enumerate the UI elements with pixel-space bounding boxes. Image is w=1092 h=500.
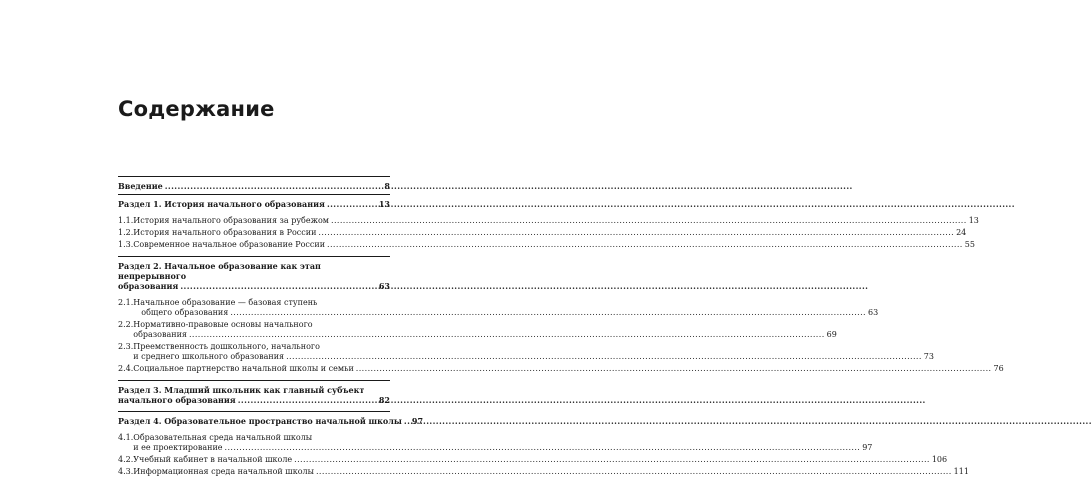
- toc-section-title-line1: Раздел 2. Начальное образование как этап непрерывного: [118, 261, 321, 281]
- toc-subitem: [118, 240, 975, 250]
- toc-page-number: 13: [378, 199, 390, 209]
- toc-subitem-title-line1: Образовательная среда начальной школы: [133, 433, 313, 442]
- toc-section-title-line1: Раздел 3. Младший школьник как главный субъект: [118, 385, 365, 395]
- toc-section-title-line2: начального образования: [118, 395, 236, 405]
- toc-page-number: 69: [826, 330, 837, 339]
- page-title: Содержание: [118, 97, 275, 121]
- toc-subitem: [118, 342, 934, 362]
- toc-page-number: 76: [993, 364, 1004, 373]
- toc-section-3: [118, 381, 390, 411]
- toc-section-2: [118, 257, 390, 294]
- toc-subitem-title: Современное начальное образование России: [133, 240, 326, 249]
- toc-page-number: 24: [956, 228, 967, 237]
- toc-page-number: 8: [384, 181, 390, 191]
- toc-subitems: [118, 294, 1004, 380]
- toc-section-title: Раздел 4. Образовательное пространство начальной школы: [118, 416, 402, 426]
- toc-section-title-line2: образования: [118, 281, 179, 291]
- leader-dots: [327, 240, 963, 250]
- toc-subitem-title-line1: Нормативно-правовые основы начального: [133, 320, 313, 329]
- toc-subitem-number: 4.1.: [118, 433, 134, 442]
- leader-dots: [225, 443, 861, 453]
- leader-dots: [294, 455, 930, 465]
- leader-dots: [318, 228, 954, 238]
- toc-section-title: Раздел 1. История начального образования: [118, 199, 325, 209]
- toc-subitem-title-line2: и ее проектирование: [133, 443, 223, 452]
- toc-subitem-title-line2: общего образования: [141, 308, 229, 317]
- toc-page-number: 73: [923, 352, 934, 361]
- toc-subitem-title: Информационная среда начальной школы: [133, 467, 314, 476]
- toc-subitem-number: 1.1.: [118, 216, 134, 225]
- leader-dots: [331, 216, 967, 226]
- toc-subitem: [118, 320, 837, 340]
- toc-subitem: [118, 433, 873, 453]
- toc-subitem-number: 4.3.: [118, 467, 134, 476]
- toc-page-number: 97: [862, 443, 873, 452]
- leader-dots: [189, 330, 825, 340]
- toc-subitem: [118, 364, 1004, 374]
- toc-subitem: [118, 467, 969, 477]
- toc-page-number: 106: [931, 455, 948, 464]
- leader-dots: [286, 352, 922, 362]
- toc-subitem-title: История начального образования в России: [133, 228, 317, 237]
- toc-section-4: [118, 412, 424, 429]
- toc-subitem-title-line2: и среднего школьного образования: [133, 352, 285, 361]
- table-of-contents: [118, 176, 1004, 483]
- toc-subitem-number: 2.3.: [118, 342, 134, 351]
- toc-page-number: 82: [378, 395, 390, 405]
- leader-dots: [316, 467, 952, 477]
- leader-dots: [230, 308, 866, 318]
- toc-page-number: 55: [964, 240, 975, 249]
- leader-dots: [180, 281, 377, 291]
- toc-subitem-title-line1: Начальное образование — базовая ступень: [133, 298, 318, 307]
- leader-dots: [327, 199, 377, 209]
- toc-subitems: [118, 212, 979, 256]
- leader-dots: [165, 181, 383, 191]
- toc-subitem: [118, 298, 879, 318]
- toc-subitem-number: 2.1.: [118, 298, 134, 307]
- toc-subitem-title: История начального образования за рубежом: [133, 216, 329, 225]
- toc-entry-label: Введение: [118, 181, 163, 191]
- leader-dots: [404, 416, 410, 426]
- toc-page-number: 63: [868, 308, 879, 317]
- toc-page-number: 13: [968, 216, 979, 225]
- toc-subitem-number: 1.3.: [118, 240, 134, 249]
- leader-dots: [356, 364, 992, 374]
- toc-page-number: 111: [953, 467, 969, 476]
- toc-subitem-title: Учебный кабинет в начальной школе: [133, 455, 293, 464]
- toc-subitem: [118, 228, 967, 238]
- toc-subitem-number: 2.4.: [118, 364, 134, 373]
- toc-subitem-number: 4.2.: [118, 455, 134, 464]
- toc-subitems: [118, 429, 969, 483]
- toc-subitem-title-line2: образования: [133, 330, 187, 339]
- toc-subitem-title-line1: Преемственность дошкольного, начального: [133, 342, 320, 351]
- toc-subitem-title: Социальное партнерство начальной школы и семьи: [133, 364, 354, 373]
- toc-subitem-number: 2.2.: [118, 320, 134, 329]
- leader-dots: [238, 395, 377, 405]
- toc-page-number: 63: [378, 281, 390, 291]
- toc-subitem: [118, 455, 948, 465]
- toc-entry-intro: [118, 177, 390, 194]
- toc-subitem: [118, 216, 979, 226]
- toc-section-1: [118, 195, 390, 212]
- toc-page-number: 97: [411, 416, 424, 426]
- toc-subitem-number: 1.2.: [118, 228, 134, 237]
